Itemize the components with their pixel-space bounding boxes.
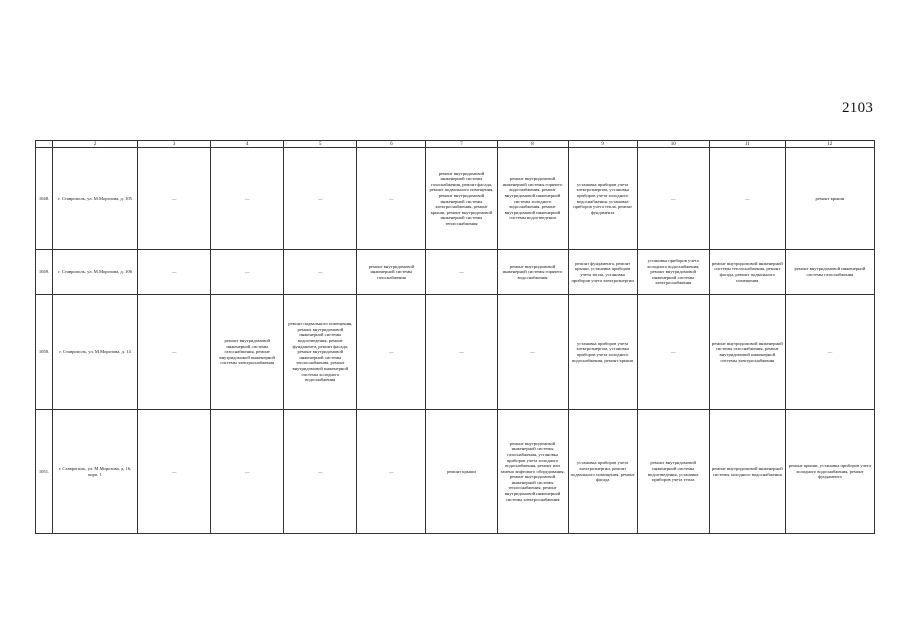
work-cell: установка приборов учета холодного водоснабжения, ремонт внутридомовой инженерной системы электроснабжения — [637, 250, 709, 295]
row-number: 1051. — [36, 410, 53, 534]
work-cell: — — [709, 148, 785, 250]
table-row — [36, 410, 875, 534]
work-cell: — — [284, 148, 357, 250]
work-cell: — — [211, 410, 284, 534]
row-address: г. Ставрополь, ул. М.Морозова, д. 14 — [53, 295, 138, 410]
work-cell: установка приборов учета электроэнергии, установка приборов учета холодного водоснабжения, ремонт крыши — [568, 295, 637, 410]
work-cell: ремонт крыши — [426, 410, 497, 534]
column-header: 5 — [284, 141, 357, 148]
column-header: 9 — [568, 141, 637, 148]
row-address: г. Ставрополь, ул. М.Морозова, д. 16, корп. 1 — [53, 410, 138, 534]
work-cell: — — [426, 295, 497, 410]
column-header: 6 — [357, 141, 426, 148]
column-header: 3 — [138, 141, 211, 148]
work-cell: — — [138, 250, 211, 295]
row-number: 1049. — [36, 250, 53, 295]
work-cell: ремонт внутридомовой инженерной системы газоснабжения, установка приборов учета холодного водоснабжения, ремонт или замена лифтового оборудования, ремонт внутридомовой инженерной системы теплоснабжения, ремонт внутридомовой инженерной системы электроснабжения — [497, 410, 568, 534]
table-row — [36, 295, 875, 410]
work-cell: ремонт внутридомовой инженерной системы газоснабжения — [357, 250, 426, 295]
work-cell: — — [284, 410, 357, 534]
row-address: г. Ставрополь, ул. М.Морозова, д. 105 — [53, 148, 138, 250]
work-cell: — — [138, 295, 211, 410]
work-cell: ремонт внутридомовой инженерной системы газоснабжения, ремонт фасада, ремонт подвального помещения, ремонт внутридомовой инженерной системы электроснабжения, ремонт крыши, ремонт внутридомовой инженерной системы теплоснабжения — [426, 148, 497, 250]
work-cell: ремонт фундамента, ремонт крыши, установка приборов учета тепла, установка приборов учета электроэнергии — [568, 250, 637, 295]
column-header: 10 — [637, 141, 709, 148]
table-row — [36, 250, 875, 295]
work-cell: установка приборов учета электроэнергии, установка приборов учета холодного водоснабжения, установка приборов учета тепла, ремонт фундамента — [568, 148, 637, 250]
column-header: 4 — [211, 141, 284, 148]
column-number-row — [36, 141, 875, 148]
column-header: 12 — [785, 141, 874, 148]
page-number: 2103 — [842, 100, 874, 116]
work-cell: ремонт внутридомовой инженерной системы холодного водоснабжения — [709, 410, 785, 534]
work-cell: — — [357, 148, 426, 250]
work-cell: — — [497, 295, 568, 410]
work-cell: ремонт внутридомовой инженерной системы газоснабжения, ремонт внутридомовой инженерной системы электроснабжения — [211, 295, 284, 410]
work-cell: установка приборов учета электроэнергии, ремонт подвального помещения, ремонт фасада — [568, 410, 637, 534]
column-header: 8 — [497, 141, 568, 148]
work-cell: ремонт крыши, установка приборов учета холодного водоснабжения, ремонт фундамента — [785, 410, 874, 534]
work-cell: — — [211, 148, 284, 250]
work-cell: ремонт внутридомовой инженерной системы горячего водоснабжения, ремонт внутридомовой инженерной системы холодного водоснабжения, ремонт внутридомовой инженерной системы водоотведения — [497, 148, 568, 250]
table-row — [36, 148, 875, 250]
work-cell: ремонт внутридомовой инженерной системы газоснабжения, ремонт внутридомовой инженерной системы электроснабжения — [709, 295, 785, 410]
work-cell: — — [426, 250, 497, 295]
work-cell: ремонт внутридомовой инженерной системы газоснабжения — [785, 250, 874, 295]
column-header: 7 — [426, 141, 497, 148]
row-address: г. Ставрополь, ул. М.Морозова, д. 106 — [53, 250, 138, 295]
work-cell: ремонт внутридомовой инженерной системы горячего водоснабжения — [497, 250, 568, 295]
work-cell: — — [637, 148, 709, 250]
work-cell: — — [357, 410, 426, 534]
column-header — [36, 141, 53, 148]
work-cell: ремонт внутридомовой инженерной системы теплоснабжения, ремонт фасада, ремонт подвального помещения — [709, 250, 785, 295]
column-header: 2 — [53, 141, 138, 148]
work-cell: — — [211, 250, 284, 295]
work-cell: — — [785, 295, 874, 410]
row-number: 1048. — [36, 148, 53, 250]
work-cell: ремонт крыши — [785, 148, 874, 250]
work-cell: — — [138, 148, 211, 250]
work-cell: ремонт подвального помещения, ремонт внутридомовой инженерной системы водоотведения, ремонт фундамента, ремонт фасада, ремонт внутридомовой инженерной системы теплоснабжения, ремонт внутридомовой инженерной системы холодного водоснабжения — [284, 295, 357, 410]
work-cell: — — [357, 295, 426, 410]
work-cell: — — [138, 410, 211, 534]
work-cell: — — [637, 295, 709, 410]
work-cell: ремонт внутридомовой инженерной системы водоотведения, установка приборов учета тепла — [637, 410, 709, 534]
work-cell: — — [284, 250, 357, 295]
capital-repair-table — [35, 140, 875, 534]
column-header: 11 — [709, 141, 785, 148]
row-number: 1050. — [36, 295, 53, 410]
